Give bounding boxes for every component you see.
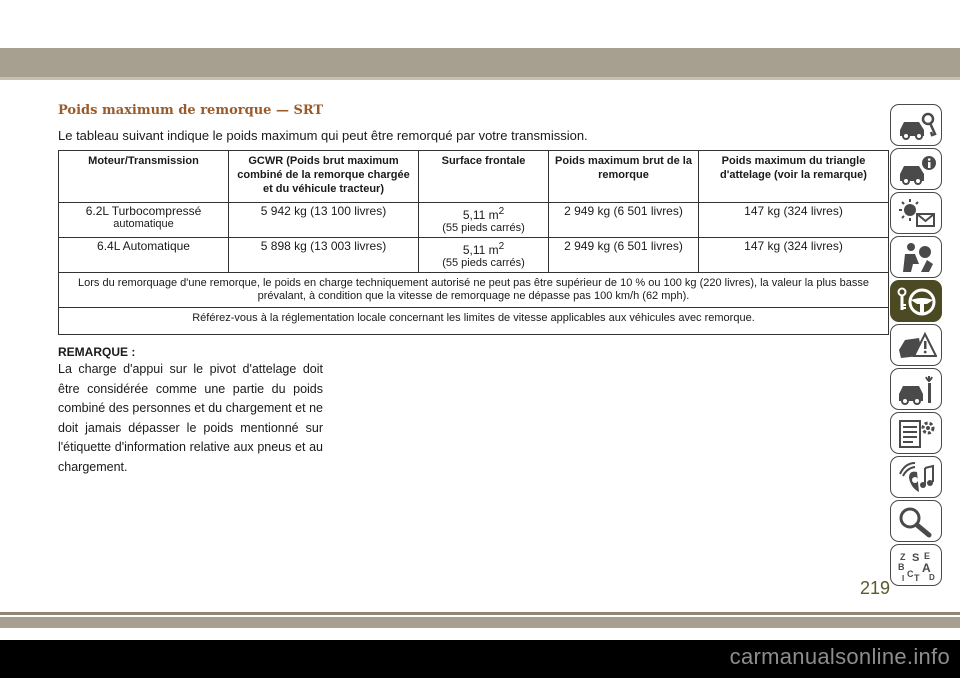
- header-tongue-weight: Poids maximum du triangle d'attelage (voir la remarque): [699, 151, 889, 203]
- index-letter: B: [898, 562, 905, 572]
- cell-tongue-weight: 147 kg (324 livres): [699, 203, 889, 238]
- cell-frontal-area: [419, 203, 549, 238]
- header-engine: Moteur/Transmission: [59, 151, 229, 203]
- tab-steering-wheel-key[interactable]: [890, 280, 942, 322]
- index-letter: C: [907, 569, 914, 579]
- footer-band: [0, 617, 960, 628]
- table-row: [59, 203, 889, 238]
- tab-car-info[interactable]: [890, 148, 942, 190]
- section-title: Poids maximum de remorque — SRT: [58, 103, 324, 118]
- area-imperial: (55 pieds carrés): [442, 222, 525, 234]
- table-row: [59, 238, 889, 273]
- warning-lights-icon: [897, 198, 937, 230]
- note-overload: Lors du remorquage d'une remorque, le poids en charge techniquement autorisé ne peut pas être supérieur de 10 % ou 100 kg (220 livres), la valeur la plus basse prévalant, à condition que la vitesse de remorquage ne dépasse pas 100 km/h (62 mph).: [59, 273, 889, 308]
- steering-wheel-key-icon: [897, 286, 937, 318]
- index-letter: S: [912, 552, 920, 564]
- index-letter: I: [902, 574, 905, 582]
- header-gcwr: GCWR (Poids brut maximum combiné de la remorque chargée et du véhicule tracteur): [229, 151, 419, 203]
- index-letter: Z: [900, 552, 906, 562]
- towing-weight-table: [58, 150, 889, 335]
- area-unit-exponent: 2: [498, 241, 505, 252]
- cell-trailer-weight: 2 949 kg (6 501 livres): [549, 238, 699, 273]
- page-number: 219: [859, 578, 890, 598]
- multimedia-icon: [897, 462, 937, 494]
- area-unit-exponent: 2: [498, 206, 505, 217]
- car-hazard-icon: [897, 330, 937, 362]
- header-band: [0, 48, 960, 77]
- tab-car-wrench[interactable]: [890, 368, 942, 410]
- cell-engine: [59, 203, 229, 238]
- cell-tongue-weight: 147 kg (324 livres): [699, 238, 889, 273]
- cell-trailer-weight: 2 949 kg (6 501 livres): [549, 203, 699, 238]
- index-letter: E: [924, 551, 931, 561]
- cell-frontal-area: [419, 238, 549, 273]
- header-band-line: [0, 77, 960, 80]
- area-imperial: (55 pieds carrés): [442, 257, 525, 269]
- tab-search[interactable]: [890, 500, 942, 542]
- tab-index[interactable]: [890, 544, 942, 586]
- area-value: 5,11 m: [462, 208, 499, 222]
- tab-warning-lights[interactable]: [890, 192, 942, 234]
- specs-gear-icon: [897, 418, 937, 450]
- footer-band-line: [0, 612, 960, 615]
- engine-line1: 6.4L Automatique: [97, 239, 190, 253]
- header-trailer-weight: Poids maximum brut de la remorque: [549, 151, 699, 203]
- cell-engine: [59, 238, 229, 273]
- header-frontal-area: Surface frontale: [419, 151, 549, 203]
- cell-gcwr: 5 898 kg (13 003 livres): [229, 238, 419, 273]
- area-value: 5,11 m: [462, 243, 499, 257]
- alphabet-index-icon: [897, 550, 937, 582]
- airbag-seat-icon: [897, 242, 937, 274]
- car-info-icon: [897, 154, 937, 186]
- engine-line1: 6.2L Turbocompressé: [85, 204, 202, 218]
- table-note-row: [59, 273, 889, 308]
- car-key-icon: [897, 110, 937, 142]
- index-letter: D: [929, 573, 935, 582]
- remarque-body: La charge d'appui sur le pivot d'attelage doit être considérée comme une partie du poids combiné des personnes et du chargement et ne doit jamais dépasser le poids mentionné sur l'étiquette d'information relative aux pneus et au chargement.: [58, 362, 323, 474]
- engine-line2: automatique: [113, 218, 174, 230]
- car-wrench-icon: [897, 374, 937, 406]
- index-letter: A: [922, 561, 931, 575]
- table-header-row: [59, 151, 889, 203]
- magnifier-icon: [897, 506, 937, 538]
- tab-multimedia[interactable]: [890, 456, 942, 498]
- note-speed-limits: Référez-vous à la réglementation locale concernant les limites de vitesse applicables aux véhicules avec remorque.: [59, 308, 889, 335]
- cell-gcwr: 5 942 kg (13 100 livres): [229, 203, 419, 238]
- intro-text: Le tableau suivant indique le poids maximum qui peut être remorqué par votre transmission.: [58, 128, 588, 143]
- tab-car-key[interactable]: [890, 104, 942, 146]
- table-note-row: [59, 308, 889, 335]
- tab-specs-gear[interactable]: [890, 412, 942, 454]
- tab-car-hazard[interactable]: [890, 324, 942, 366]
- tab-airbag-seat[interactable]: [890, 236, 942, 278]
- remarque-title: REMARQUE :: [58, 345, 136, 359]
- footer-watermark[interactable]: carmanualsonline.info: [729, 644, 950, 669]
- index-letter: T: [914, 573, 920, 582]
